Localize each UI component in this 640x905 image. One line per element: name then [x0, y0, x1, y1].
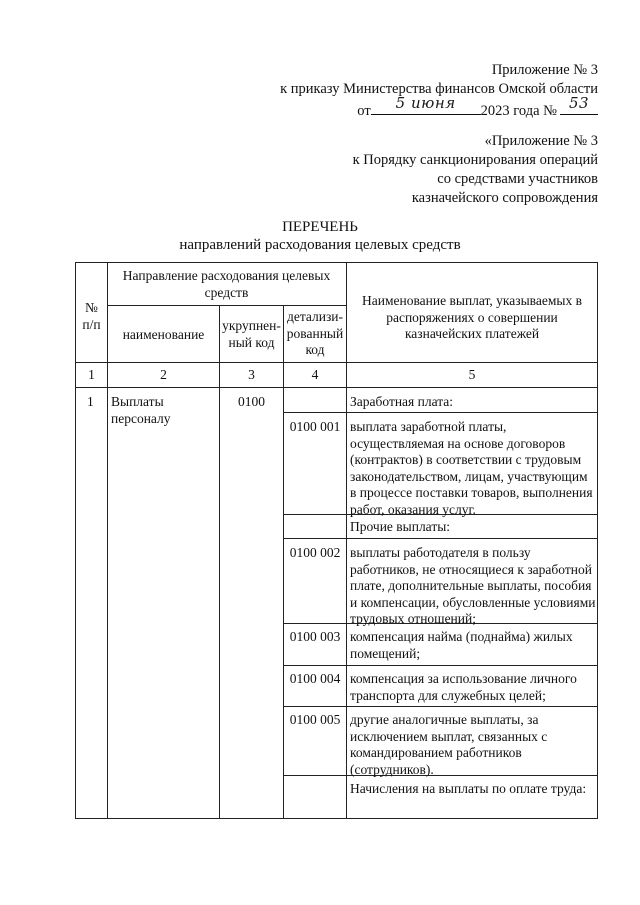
entry-text: компенсация за использование личного транспорта для служебных целей;	[350, 671, 577, 703]
entry-text: компенсация найма (поднайма) жилых помещений;	[350, 629, 573, 661]
col-divider-1	[107, 262, 108, 819]
col-number-5: 5	[468, 367, 476, 382]
appendix2-line1: «Приложение № 3	[484, 133, 598, 149]
entry-code: 0100 002	[289, 545, 341, 560]
table-head-divider	[107, 305, 346, 306]
order-line: к приказу Министерства финансов Омской области	[280, 81, 598, 97]
number-field	[560, 94, 598, 115]
col-number-1: 1	[88, 367, 95, 382]
entry-text: выплаты работодателя в пользу работников, не относящиеся к заработной плате, дополнительные выплаты, пособия и компенсации, обусловленные условиями трудовых отношений;	[350, 545, 596, 626]
date-suffix: 2023 года №	[480, 103, 557, 119]
col-number-4: 4	[311, 367, 319, 382]
table-border-top	[75, 262, 597, 263]
order-date-line	[357, 94, 598, 120]
table-head-bottom	[75, 362, 597, 363]
row-num: 1	[87, 394, 94, 409]
appendix2-line2: к Порядку санкционирования операций	[352, 152, 598, 168]
table-border-right	[597, 262, 598, 819]
entry-divider-3	[283, 538, 597, 539]
entry-divider-1	[283, 412, 597, 413]
row-name: Выплаты персоналу	[111, 394, 171, 426]
appendix-line: Приложение № 3	[491, 62, 598, 78]
date-prefix: от	[357, 103, 371, 119]
entry-code: 0100 004	[289, 671, 341, 686]
col-divider-4	[346, 262, 347, 819]
appendix2-line3: со средствами участников	[437, 171, 598, 187]
document-subtitle: направлений расходования целевых средств	[179, 237, 461, 253]
entry-text: Начисления на выплаты по оплате труда:	[350, 781, 587, 796]
entry-code: 0100 005	[289, 712, 341, 727]
entry-code: 0100 003	[289, 629, 341, 644]
entry-text: выплата заработной платы, осуществляемая на основе договоров (контрактов) в соответствии с трудовым законодательством, лицам, участвующим в процессе поставки товаров, выполнения работ, оказания услуг.	[350, 419, 593, 517]
table-numbers-bottom	[75, 387, 597, 388]
entry-code: 0100 001	[289, 419, 341, 434]
number-handwritten: 53	[568, 94, 590, 112]
document-title: ПЕРЕЧЕНЬ	[282, 219, 358, 235]
col-number-3: 3	[248, 367, 255, 382]
head-num: № п/п	[82, 300, 101, 332]
head-code-aggregated: укрупнен- ный код	[222, 318, 281, 350]
entry-text: Прочие выплаты:	[350, 519, 451, 534]
col-number-2: 2	[160, 367, 167, 382]
entry-divider-6	[283, 706, 597, 707]
head-code-detailed: детализи- рованный код	[286, 309, 344, 357]
appendix2-line4: казначейского сопровождения	[411, 190, 598, 206]
date-handwritten: 5 июня	[395, 94, 456, 112]
row-code: 0100	[238, 394, 265, 409]
entry-divider-5	[283, 665, 597, 666]
head-name: наименование	[122, 327, 205, 342]
entry-text: Заработная плата:	[350, 394, 454, 409]
date-field	[371, 94, 481, 115]
entry-text: другие аналогичные выплаты, за исключением выплат, связанных с командированием работников (сотрудников).	[350, 712, 548, 777]
head-direction: Направление расходования целевых средств	[122, 268, 331, 300]
table-border-left	[75, 262, 76, 819]
table-border-bottom	[75, 818, 597, 819]
head-payments: Наименование выплат, указываемых в распоряжениях о совершении казначейских платежей	[362, 293, 582, 341]
